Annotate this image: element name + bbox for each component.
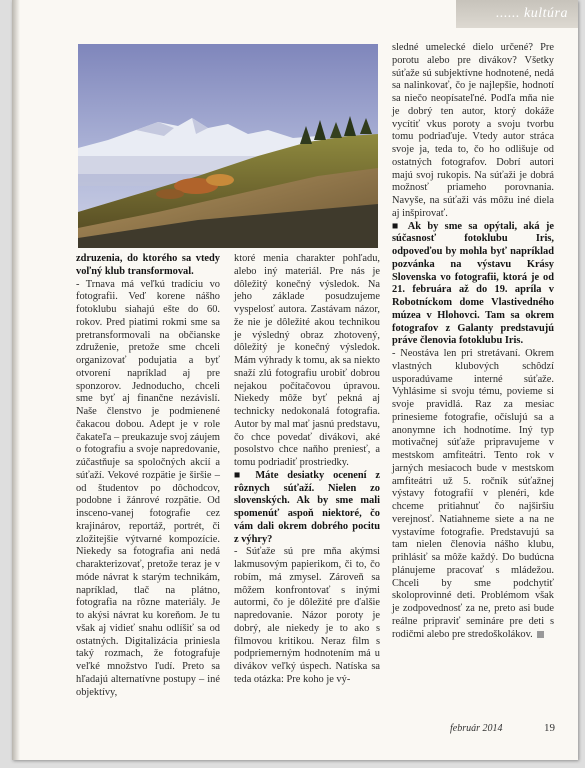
text-column-2 — [234, 253, 380, 687]
column1-lead: zdruzenia, do ktorého sa vtedy voľný klub transformoval. — [76, 253, 220, 277]
section-banner — [456, 0, 578, 28]
column2-body-2: - Súťaže sú pre mňa akýmsi lakmusovým papierikom, či to, čo robím, má zmysel. Zároveň sa môžem konfrontovať s inými autormi, čo je dôležité pre ďalšie napredovanie. Názor poroty je dobrý, ale niekedy je to ako s filmovou kritikou. Neraz film s podpriemerným hodnotením má u divákov veľký úspech. Natíska sa teda otázka: Pre koho je vý- — [234, 546, 380, 685]
text-column-1 — [76, 253, 220, 699]
column2-body-1: ktoré menia charakter pohľadu, alebo iný materiál. Pre nás je dôležitý konečný výsledok. Na jeho základe posudzujeme vyspelosť autora. Zastávam názor, že nie je dôležité akou technikou je výsledný obraz zhotovený, dôležitý je konečný výsledok. Mám výhrady k tomu, ak sa niekto snaží zlú fotografiu urobiť dobrou nejakou počítačovou úpravou. Niekedy môže byť pekná aj technicky nedokonalá fotografia. Autor by mal mať jasnú predstavu, čo chce povedať divákovi, aké posolstvo chce naňho preniesť, a tomu podriadiť prostriedky. — [234, 253, 380, 468]
section-title: ...... kultúra — [496, 6, 568, 21]
article-end-mark — [537, 631, 544, 638]
text-column-3 — [392, 42, 554, 641]
page-spine-shadow — [12, 0, 20, 760]
page-number: 19 — [544, 722, 555, 734]
footer-issue-date: február 2014 — [450, 723, 503, 734]
column3-body-2: - Neostáva len pri stretávaní. Okrem vlastných klubových schôdzí usporadúvame interné súťaže. Vyhlásime si svoju tému, povieme si svoje pravidlá. Raz za mesiac prinesieme fotografie, očíslujú sa a anonymne ich hodnotíme. Iný typ motivačnej súťaže pripravujeme v mestskom amfiteátri. Tento rok v jarných mesiacoch bude v mestskom amfiteátri už 5. ročník súťažnej výstavy fotografií v plenéri, kde chceme pritiahnuť čo najširšiu verejnosť. Natiahneme siete a na ne vystavíme fotografie. Predstavujú sa tam nielen členovia nášho klubu, prihlásiť sa môže každý. Do budúcna plánujeme pracovať s mládežou. Chceli by sme podchytiť skoloprovinné deti. Problémom však je zodpovednosť za ne, preto asi bude reálne pripraviť semináre pre deti s rodičmi alebo pre stredoškolákov. — [392, 348, 554, 640]
column2-question: ■ Máte desiatky ocenení z rôznych súťaží. Nielen zo slovenských. Ak by sme mali spomenúť aspoň niektoré, čo vám dali okrem dobrého pocitu z výhry? — [234, 469, 381, 545]
column3-body-1: sledné umelecké dielo určené? Pre porotu alebo pre divákov? Všetky súťaže sú subjektívne hodnotené, nedá sa nalinkovať, čo je najlepšie, hodnotí sa niečo neopísateľné. Podľa mňa nie je dobrý ten autor, ktorý dokáže vycítiť vkus poroty a svoju tvorbu tomu podriaďuje. Vtedy autor stráca svoje ja, teda to, čo ho odlišuje od ostatných fotografov. Dobrí autori majú svoj rukopis. Na súťaži je dobrá možnosť priameho porovnania. Navyše, na súťaži vás môžu iné diela aj inšpirovať. — [392, 42, 554, 219]
landscape-photo — [78, 44, 378, 248]
magazine-page — [12, 0, 578, 760]
column1-body: - Trnava má veľkú tradíciu vo fotografii. Veď korene nášho fotoklubu siahajú ešte do 60. rokov. Pred piatimi rokmi sme sa pretransformovali na občianske združenie, pretože sme chceli organizovať podujatia a byť otvorení napríklad aj pre sponzorov. Jednoducho, chceli sme byť aj finančne nezávislí. Naše členstvo je podmienené čakacou dobou. Adept je v role čakateľa – preukazuje svoj záujem o fotografiu a svoje napredovanie, zúčastňuje sa spoločných akcií a súťaží. Vekové rozpätie je širšie – od študentov po dôchodcov, podobne i žánrové rozpätie. Od insceno-vanej fotografie cez krajinárov, reportáž, portrét, či zložitejšie výtvarné kompozície. Niekedy sa fotografia ani nedá charakterizovať, pretože teraz je v móde návrat k starým technikám, napríklad, tlač na plátno, fotografia na rôzne materiály. Je to akýsi návrat ku koreňom. Je tu však aj vidieť snahu odlíšiť sa od ostatných. Digitalizácia priniesla taký rozmach, že fotografuje veľké množstvo ľudí. Preto sa hľadajú alternatívne postupy – iné objektívy, — [76, 278, 220, 698]
column3-question: ■ Ak by sme sa opýtali, aká je súčasnosť fotoklubu Iris, odpoveďou by mohla byť napríklad pozvánka na výstavu Krásy Slovenska vo fotografii, ktorá je od 21. februára až do 19. apríla v Robotníckom dome Vlastivedného múzea v Hlohovci. Tam sa okrem fotografov z Galanty predstavujú práve členovia fotoklubu Iris. — [392, 220, 554, 347]
